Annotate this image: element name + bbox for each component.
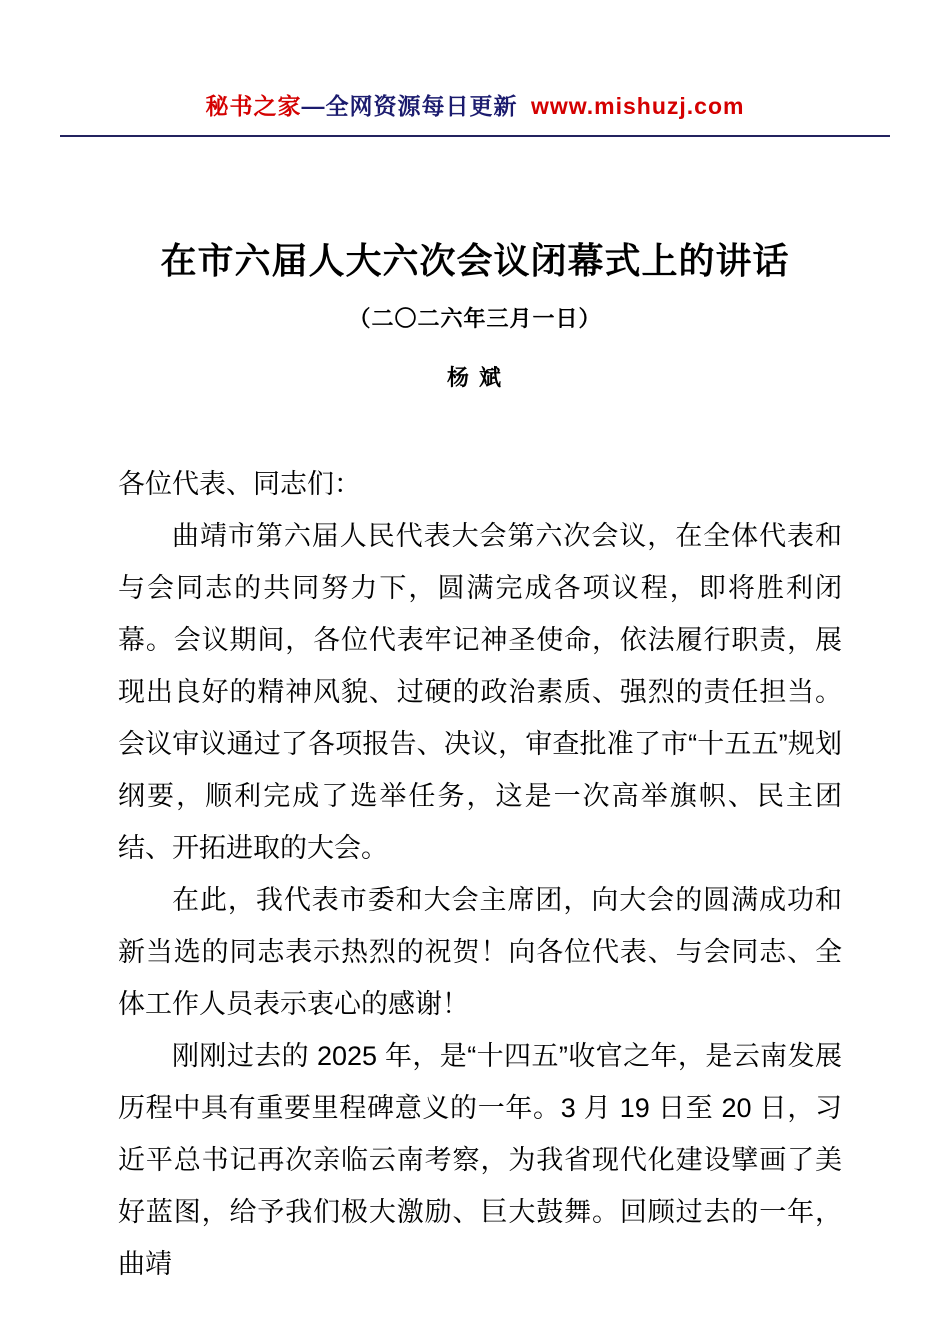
body-paragraph: 曲靖市第六届人民代表大会第六次会议，在全体代表和与会同志的共同努力下，圆满完成各项议程，即将胜利闭幕。会议期间，各位代表牢记神圣使命，依法履行职责，展现出良好的精神风貌、过硬的政治素质、强烈的责任担当。会议审议通过了各项报告、决议，审查批准了市“十五五”规划纲要，顺利完成了选举任务，这是一次高举旗帜、民主团结、开拓进取的大会。 bbox=[118, 521, 842, 863]
salutation-line: 各位代表、同志们： bbox=[118, 469, 361, 499]
header-divider bbox=[60, 135, 890, 137]
document-author: 杨 斌 bbox=[446, 365, 504, 390]
body-paragraph: 刚刚过去的 2025 年，是“十四五”收官之年，是云南发展历程中具有重要里程碑意义的一年。3 月 19 日至 20 日，习近平总书记再次亲临云南考察，为我省现代化建设擘画了美好蓝图，给予我们极大激励、巨大鼓舞。回顾过去的一年，曲靖 bbox=[118, 1041, 842, 1279]
site-tagline: —全网资源每日更新 bbox=[301, 93, 518, 119]
site-url-link[interactable]: www.mishuzj.com bbox=[530, 93, 745, 119]
site-header bbox=[0, 0, 950, 121]
body-paragraph: 在此，我代表市委和大会主席团，向大会的圆满成功和新当选的同志表示热烈的祝贺！向各位代表、与会同志、全体工作人员表示衷心的感谢！ bbox=[118, 885, 842, 1019]
document-date: （二〇二六年三月一日） bbox=[348, 306, 602, 331]
site-brand: 秘书之家 bbox=[205, 94, 302, 119]
document-body bbox=[0, 458, 950, 1290]
page-title: 在市六届人大六次会议闭幕式上的讲话 bbox=[160, 240, 790, 281]
